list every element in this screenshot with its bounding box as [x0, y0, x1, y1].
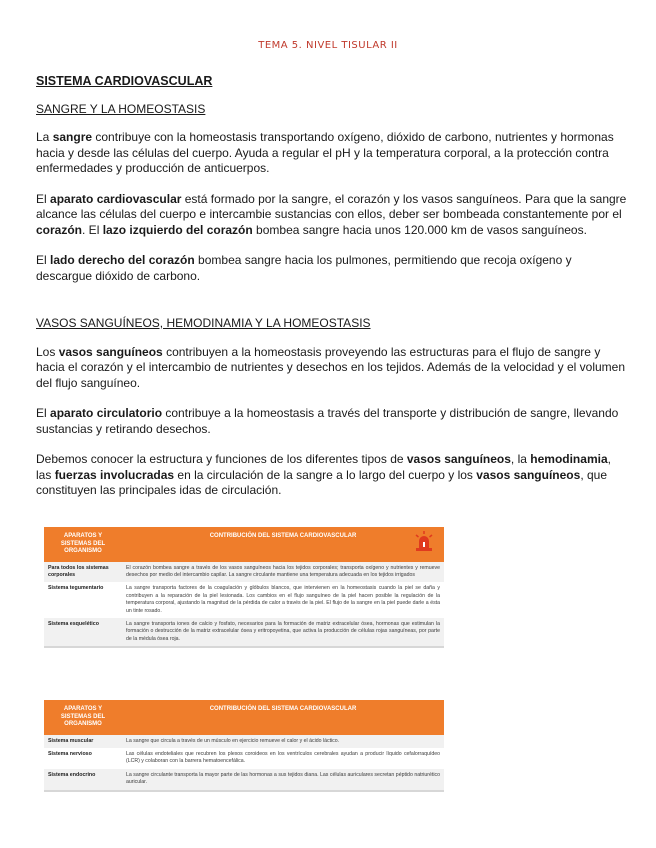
- table-row: Sistema esquelético La sangre transporta iones de calcio y fosfato, necesarios para la formación de matriz extracelular ósea, hormonas que estimulan la formación o destrucción de la matriz extracelular ósea y eritropoyetina, que activa la producción de células rojas sanguíneas, por parte de la médula ósea roja.: [44, 618, 444, 646]
- paragraph: La sangre contribuye con la homeostasis transportando oxígeno, dióxido de carbono, nutrientes y hormonas hacia y desde las células del cuerpo. Ayuda a regular el pH y la temperatura corporal, a la protección contra enfermedades y producción de anticuerpos.: [36, 130, 614, 175]
- table-header-contribution: CONTRIBUCIÓN DEL SISTEMA CARDIOVASCULAR: [209, 706, 357, 712]
- paragraph: Debemos conocer la estructura y funciones de los diferentes tipos de vasos sanguíneos, la hemodinamia, las fuerzas involucradas en la circulación de la sangre a lo largo del cuerpo y los vasos sanguíneos, que constituyen las principales idas de circulación.: [36, 452, 611, 497]
- alarm-siren-icon: [414, 530, 434, 552]
- table-header-systems: APARATOS Y SISTEMAS DEL ORGANISMO: [60, 533, 106, 554]
- page-header-title: TEMA 5. NIVEL TISULAR II: [258, 40, 398, 51]
- table-row: Sistema muscular La sangre que circula a través de un músculo en ejercicio remueve el calor y el ácido láctico.: [44, 735, 444, 748]
- section-subtitle: SANGRE Y LA HOMEOSTASIS: [36, 101, 206, 116]
- paragraph: Los vasos sanguíneos contribuyen a la homeostasis proveyendo las estructuras para el flujo de sangre y hacia el corazón y el intercambio de nutrientes y desechos en los tejidos. Además de la velocidad y el volumen del flujo sanguíneo.: [36, 344, 626, 390]
- document-body: [36, 74, 628, 514]
- paragraph: El lado derecho del corazón bombea sangre hacia los pulmones, permitiendo que recoja oxígeno y descargue dióxido de carbono.: [36, 253, 572, 283]
- table-header-contribution: CONTRIBUCIÓN DEL SISTEMA CARDIOVASCULAR: [122, 527, 444, 562]
- section-subtitle: VASOS SANGUÍNEOS, HEMODINAMIA Y LA HOMEOSTASIS: [36, 316, 371, 330]
- table-header-systems: APARATOS Y SISTEMAS DEL ORGANISMO: [60, 706, 106, 727]
- table-contribucion-2: [44, 700, 444, 792]
- paragraph: El aparato circulatorio contribuye a la homeostasis a través del transporte y distribución de sangre, llevando sustancias y retirando desechos.: [36, 406, 619, 436]
- table-header: [44, 700, 444, 735]
- table-contribucion-1: [44, 527, 444, 648]
- table-header: [44, 527, 444, 562]
- section-title: SISTEMA CARDIOVASCULAR: [36, 74, 213, 88]
- table-row: Sistema tegumentario La sangre transporta factores de la coagulación y glóbulos blancos, que intervienen en la homeostasis cuando la piel se daña y contribuyen a la reparación de la piel lesionada. Los cambios en el flujo sanguíneo de la piel hacen posible la regulación de la temperatura corporal, ajustando la magnitud de la pérdida de calor a través de la piel. El flujo de la sangre en la piel puede darle a ésta un tinte rosado.: [44, 582, 444, 618]
- table-row: Sistema nervioso Las células endoteliales que recubren los plexos coroideos en los ventrículos cerebrales ayudan a producir líquido cefalorraquídeo (LCR) y colaboran con la barrera hematoencefálica.: [44, 748, 444, 769]
- table-row: Sistema endocrino La sangre circulante transporta la mayor parte de las hormonas a sus tejidos diana. Las células auriculares secretan péptido natriurético auricular.: [44, 769, 444, 790]
- table-row: Para todos los sistemas corporales El corazón bombea sangre a través de los vasos sanguíneos hacia los tejidos corporales; transporta oxígeno y nutrientes y remueve desechos por medio del intercambio capilar. La sangre circulante mantiene una temperatura adecuada en los tejidos irrigados: [44, 562, 444, 583]
- paragraph: El aparato cardiovascular está formado por la sangre, el corazón y los vasos sanguíneos. Para que la sangre alcance las células del cuerpo e intercambie sustancias con ellos, deber ser bombeada constantemente por el corazón. El lazo izquierdo del corazón bombea sangre hacia unos 120.000 km de vasos sanguíneos.: [36, 191, 627, 237]
